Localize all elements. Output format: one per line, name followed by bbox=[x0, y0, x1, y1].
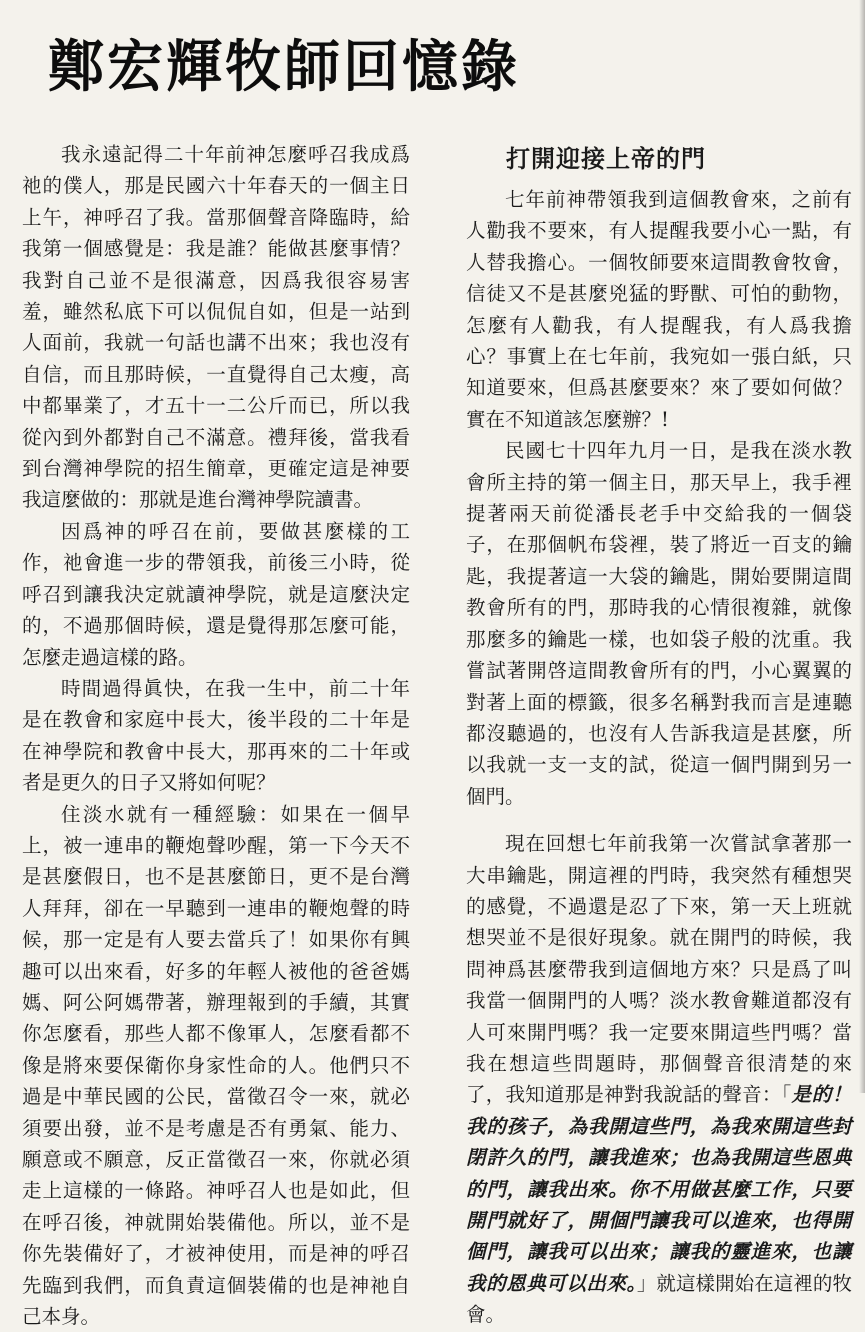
paragraph bbox=[466, 828, 852, 1331]
page-edge-shadow bbox=[859, 0, 865, 1093]
paragraph-text: 現在回想七年前我第一次嘗試拿著那一大串鑰匙，開這裡的門時，我突然有種想哭的感覺，不過還是忍了下來，第一天上班就想哭並不是很好現象。就在開門的時候，我問神爲甚麼帶我到這個地方來？只是爲了叫我當一個開門的人嗎？淡水教會難道都沒有人可來開門嗎？我一定要來開這些門嗎？當我在想這些問題時，那個聲音很清楚的來了，我知道那是神對我說話的聲音：「 bbox=[466, 832, 852, 1107]
paragraph-text: 」就這樣開始在這裡的牧會。 bbox=[466, 1271, 852, 1327]
right-column bbox=[466, 184, 852, 1331]
paragraph: 因爲神的呼召在前，要做甚麼樣的工作，祂會進一步的帶領我，前後三小時，從呼召到讓我決定就讀神學院，就是這麼決定的，不過那個時候，還是覺得那怎麼可能，怎麼走過這樣的路。 bbox=[22, 519, 410, 669]
left-column bbox=[22, 139, 410, 1332]
gods-voice-quote: 是的！我的孩子，為我開這些門，為我來開這些封閉許久的門，讓我進來；也為我開這些恩典的門，讓我出來。你不用做甚麼工作，只要開門就好了，開個門讓我可以進來，也得開個門，讓我可以出來；讓我的靈進來，也讓我的恩典可以出來。 bbox=[466, 1083, 852, 1295]
section-heading: 打開迎接上帝的門 bbox=[506, 144, 706, 173]
paragraph: 七年前神帶領我到這個教會來，之前有人勸我不要來，有人提醒我要小心一點，有人替我擔心。一個牧師要來這間教會牧會，信徒又不是甚麼兇猛的野獸、可怕的動物，怎麼有人勸我，有人提醒我，有人爲我擔心？事實上在七年前，我宛如一張白紙，只知道要來，但爲甚麼要來？來了要如何做？實在不知道該怎麼辦？! bbox=[466, 188, 852, 431]
paragraph: 民國七十四年九月一日，是我在淡水教會所主持的第一個主日，那天早上，我手裡提著兩天前從潘長老手中交給我的一個袋子，在那個帆布袋裡，裝了將近一百支的鑰匙，我提著這一大袋的鑰匙，開始要開這間教會所有的門，那時我的心情很複雜，就像那麼多的鑰匙一樣，也如袋子般的沈重。我嘗試著開啓這間教會所有的門，小心翼翼的對著上面的標籤，很多名稱對我而言是連聽都沒聽過的，也沒有人告訴我這是甚麼，所以我就一支一支的試，從這一個門開到另一個門。 bbox=[466, 439, 852, 808]
paragraph: 住淡水就有一種經驗：如果在一個早上，被一連串的鞭炮聲吵醒，第一下今天不是甚麼假日，也不是甚麼節日，更不是台灣人拜拜，卻在一早聽到一連串的鞭炮聲的時候，那一定是有人要去當兵了！如果你有興趣可以出來看，好多的年輕人被他的爸爸媽媽、阿公阿媽帶著，辦理報到的手續，其實你怎麼看，那些人都不像軍人，怎麼看都不像是將來要保衛你身家性命的人。他們只不過是中華民國的公民，當徵召令一來，就必須要出發，並不是考慮是否有勇氣、能力、願意或不願意，反正當徵召一來，你就必須走上這樣的一條路。神呼召人也是如此，但在呼召後，神就開始裝備他。所以，並不是你先裝備好了，才被神使用，而是神的呼召先臨到我們，而負責這個裝備的也是神祂自己本身。 bbox=[22, 802, 410, 1329]
page-title: 鄭宏輝牧師回憶錄 bbox=[48, 35, 520, 100]
paragraph: 我永遠記得二十年前神怎麼呼召我成爲祂的僕人，那是民國六十年春天的一個主日上午，神呼召了我。當那個聲音降臨時，給我第一個感覺是：我是誰？能做甚麼事情？我對自己並不是很滿意，因爲我很容易害羞，雖然私底下可以侃侃自如，但是一站到人面前，我就一句話也講不出來；我也沒有自信，而且那時候，一直覺得自己太瘦，高中都畢業了，才五十一二公斤而已，所以我從內到外都對自己不滿意。禮拜後，當我看到台灣神學院的招生簡章，更確定這是神要我這麼做的：那就是進台灣神學院讀書。 bbox=[22, 143, 410, 512]
paragraph: 時間過得眞快，在我一生中，前二十年是在教會和家庭中長大，後半段的二十年是在神學院和教會中長大，那再來的二十年或者是更久的日子又將如何呢？ bbox=[22, 676, 410, 795]
